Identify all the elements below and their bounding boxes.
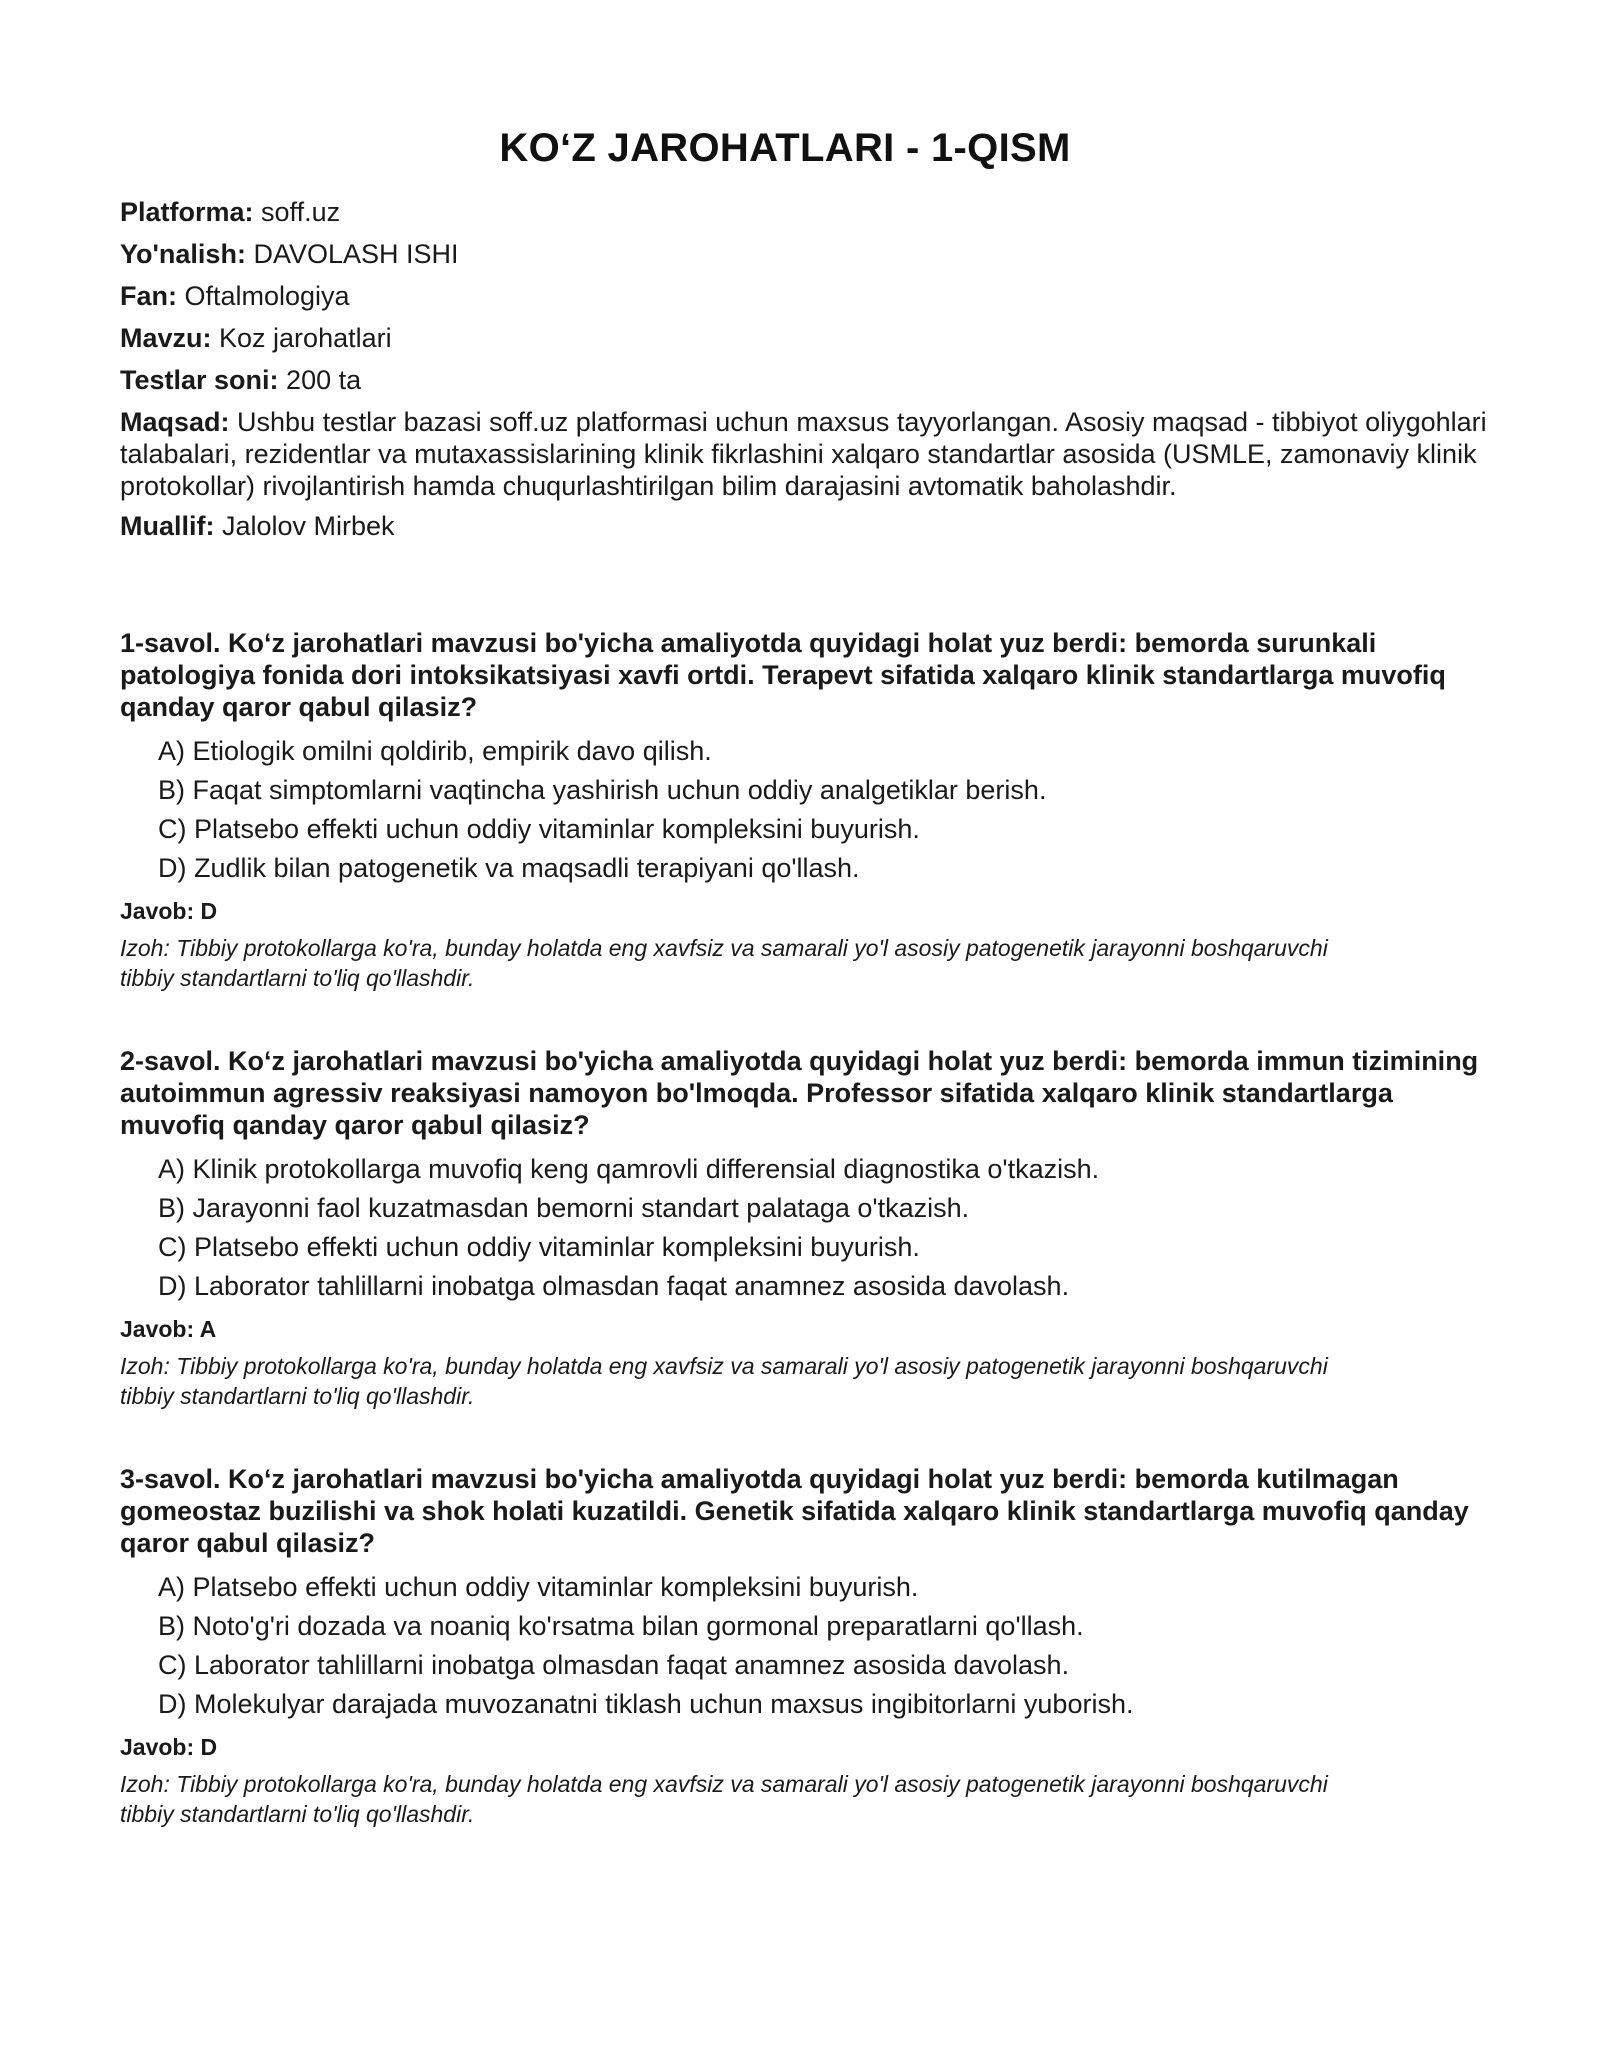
meta-muallif	[120, 510, 1500, 542]
answer-key: Javob: D	[120, 898, 218, 924]
meta-platforma	[120, 196, 1500, 228]
question-2	[120, 1045, 1500, 1411]
question-text: 1-savol. Ko‘z jarohatlari mavzusi bo'yicha amaliyotda quyidagi holat yuz berdi: bemorda surunkali patologiya fonida dori intoksikatsiyasi xavfi ortdi. Terapevt sifatida xalqaro klinik standartlarga muvofiq qanday qaror qabul qilasiz?	[120, 628, 1446, 722]
answer-explanation: Izoh: Tibbiy protokollarga ko'ra, bunday holatda eng xavfsiz va samarali yo'l asosiy patogenetik jarayonni boshqaruvchi tibbiy standartlarni to'liq qo'llashdir.	[120, 1353, 1328, 1409]
option-a: A) Etiologik omilni qoldirib, empirik davo qilish.	[158, 736, 712, 766]
meta-testlar-soni	[120, 364, 1500, 396]
answer-options	[120, 1571, 1500, 1720]
meta-value: Jalolov Mirbek	[214, 511, 395, 541]
answer-explanation: Izoh: Tibbiy protokollarga ko'ra, bunday holatda eng xavfsiz va samarali yo'l asosiy patogenetik jarayonni boshqaruvchi tibbiy standartlarni to'liq qo'llashdir.	[120, 935, 1328, 991]
question-text: 2-savol. Ko‘z jarohatlari mavzusi bo'yicha amaliyotda quyidagi holat yuz berdi: bemorda immun tizimining autoimmun agressiv reaksiyasi namoyon bo'lmoqda. Professor sifatida xalqaro klinik standartlarga muvofiq qanday qaror qabul qilasiz?	[120, 1046, 1479, 1140]
meta-key: Maqsad:	[120, 407, 230, 437]
meta-yonalish	[120, 238, 1500, 270]
option-b: B) Noto'g'ri dozada va noaniq ko'rsatma bilan gormonal preparatlarni qo'llash.	[158, 1611, 1084, 1641]
question-text: 3-savol. Ko‘z jarohatlari mavzusi bo'yicha amaliyotda quyidagi holat yuz berdi: bemorda kutilmagan gomeostaz buzilishi va shok holati kuzatildi. Genetik sifatida xalqaro klinik standartlarga muvofiq qanday qaror qabul qilasiz?	[120, 1464, 1469, 1558]
option-c: C) Platsebo effekti uchun oddiy vitaminlar kompleksini buyurish.	[158, 814, 920, 844]
meta-maqsad	[120, 406, 1500, 502]
option-d: D) Molekulyar darajada muvozanatni tiklash uchun maxsus ingibitorlarni yuborish.	[158, 1689, 1134, 1719]
meta-key: Platforma:	[120, 197, 254, 227]
meta-value: Koz jarohatlari	[211, 323, 392, 353]
option-b: B) Jarayonni faol kuzatmasdan bemorni standart palataga o'tkazish.	[158, 1193, 970, 1223]
answer-options	[120, 1153, 1500, 1302]
option-b: B) Faqat simptomlarni vaqtincha yashirish uchun oddiy analgetiklar berish.	[158, 775, 1047, 805]
answer-explanation: Izoh: Tibbiy protokollarga ko'ra, bunday holatda eng xavfsiz va samarali yo'l asosiy patogenetik jarayonni boshqaruvchi tibbiy standartlarni to'liq qo'llashdir.	[120, 1771, 1328, 1827]
option-a: A) Platsebo effekti uchun oddiy vitaminlar kompleksini buyurish.	[158, 1572, 919, 1602]
meta-fan	[120, 280, 1500, 312]
meta-value: Ushbu testlar bazasi soff.uz platformasi uchun maxsus tayyorlangan. Asosiy maqsad - tibbiyot oliygohlari talabalari, rezidentlar va mutaxassislarining klinik fikrlashini xalqaro standartlar asosida (USMLE, zamonaviy klinik protokollar) rivojlantirish hamda chuqurlashtirilgan bilim darajasini avtomatik baholashdir.	[120, 407, 1487, 501]
meta-key: Fan:	[120, 281, 177, 311]
option-d: D) Zudlik bilan patogenetik va maqsadli terapiyani qo'llash.	[158, 853, 860, 883]
option-c: C) Laborator tahlillarni inobatga olmasdan faqat anamnez asosida davolash.	[158, 1650, 1070, 1680]
option-a: A) Klinik protokollarga muvofiq keng qamrovli differensial diagnostika o'tkazish.	[158, 1154, 1100, 1184]
document-title: KO‘Z JAROHATLARI - 1-QISM	[499, 126, 1071, 170]
question-1	[120, 627, 1500, 993]
document-meta	[120, 196, 1500, 542]
option-d: D) Laborator tahlillarni inobatga olmasdan faqat anamnez asosida davolash.	[158, 1271, 1070, 1301]
answer-key: Javob: A	[120, 1316, 217, 1342]
meta-value: Oftalmologiya	[177, 281, 350, 311]
meta-value: soff.uz	[253, 197, 341, 227]
meta-key: Yo'nalish:	[120, 239, 246, 269]
meta-key: Mavzu:	[120, 323, 212, 353]
meta-value: DAVOLASH ISHI	[245, 239, 459, 269]
question-3	[120, 1463, 1500, 1829]
document-page	[120, 0, 1500, 1829]
answer-options	[120, 735, 1500, 884]
meta-value: 200 ta	[278, 365, 362, 395]
answer-key: Javob: D	[120, 1734, 218, 1760]
meta-mavzu	[120, 322, 1500, 354]
meta-key: Muallif:	[120, 511, 215, 541]
option-c: C) Platsebo effekti uchun oddiy vitaminlar kompleksini buyurish.	[158, 1232, 920, 1262]
meta-key: Testlar soni:	[120, 365, 279, 395]
